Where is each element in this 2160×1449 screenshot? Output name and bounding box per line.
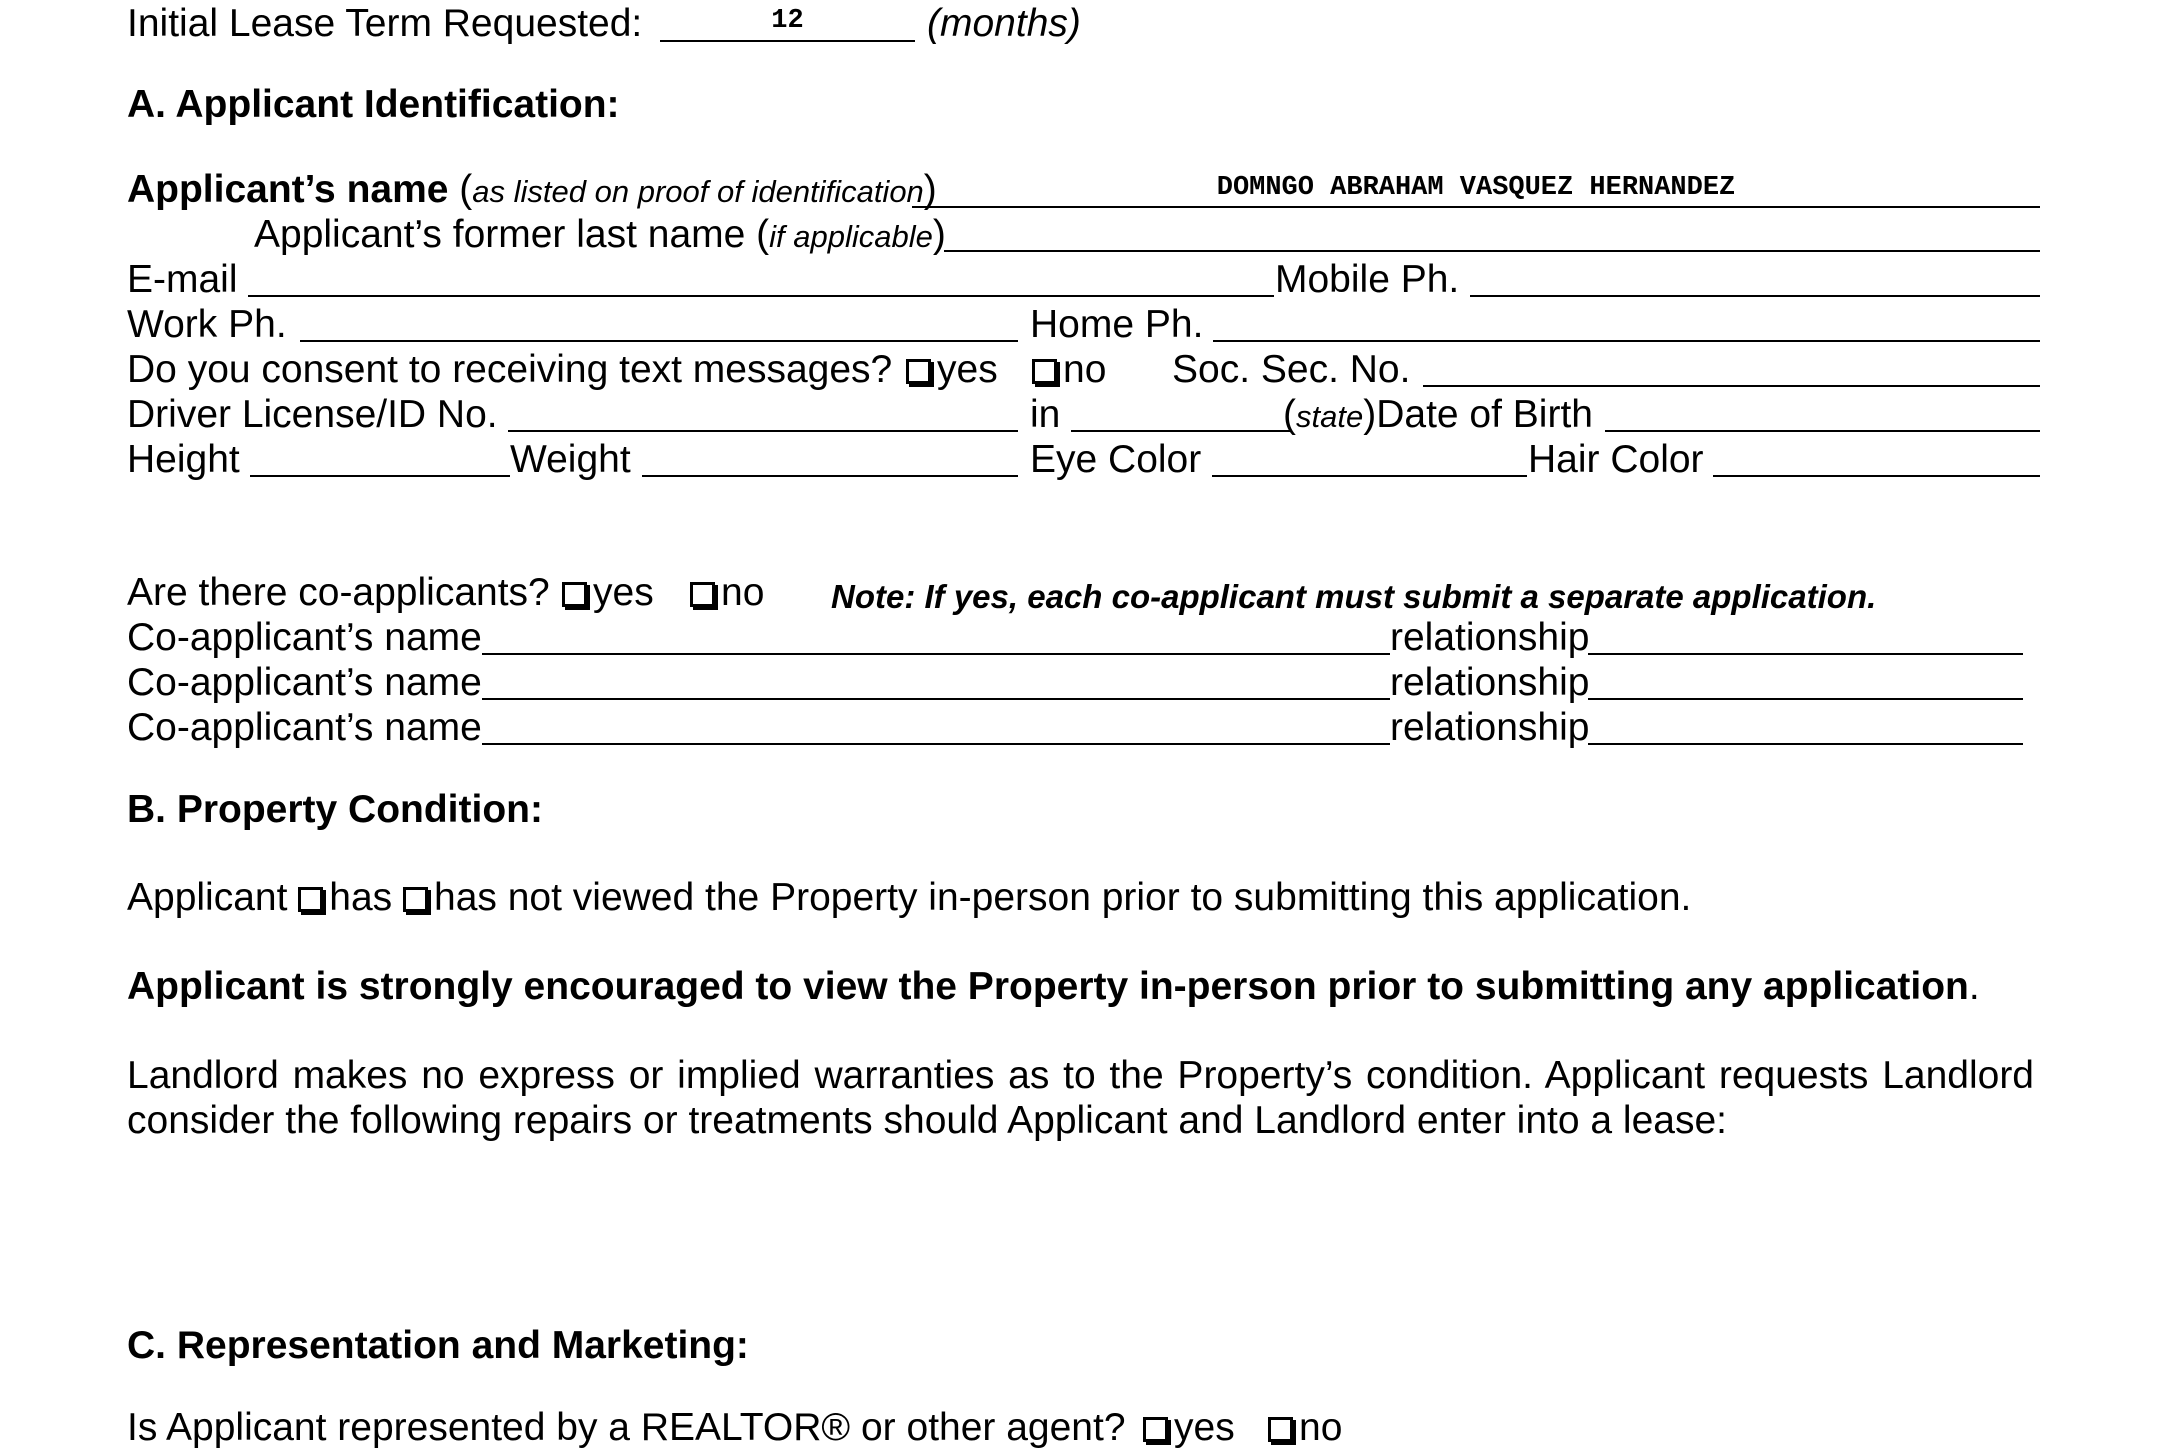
dob-line[interactable] — [1605, 430, 2040, 432]
checkbox-icon[interactable] — [403, 887, 428, 912]
lease-term-label: Initial Lease Term Requested: — [127, 2, 643, 45]
work-phone-label: Work Ph. — [127, 303, 287, 346]
coapplicant-name-label: Co-applicant’s name — [127, 661, 482, 704]
driver-license-line[interactable] — [508, 430, 1018, 432]
coapplicants-question: Are there co-applicants? — [127, 571, 550, 614]
coapplicant-name-label: Co-applicant’s name — [127, 706, 482, 749]
coapplicant-relationship-line[interactable] — [1588, 653, 2023, 655]
section-a-title: A. Applicant Identification: — [127, 83, 620, 126]
text-consent-no[interactable]: no — [1032, 350, 1106, 389]
driver-license-label: Driver License/ID No. — [127, 393, 498, 436]
license-in-label: in — [1030, 393, 1061, 436]
email-label: E-mail — [127, 258, 238, 301]
home-phone-line[interactable] — [1213, 340, 2040, 342]
checkbox-icon[interactable] — [1268, 1417, 1293, 1442]
represented-no[interactable]: no — [1268, 1408, 1342, 1447]
weight-label: Weight — [510, 438, 631, 481]
checkbox-icon[interactable] — [906, 359, 931, 384]
former-name-line[interactable] — [944, 250, 2040, 252]
property-viewed-line: Applicant has has not viewed the Property in-person prior to submitting this application. — [127, 876, 1692, 919]
encourage-statement: Applicant is strongly encouraged to view the Property in-person prior to submitting any application. — [127, 965, 1980, 1008]
state-hint: (state)Date of Birth — [1283, 393, 1593, 436]
coapplicant-relationship-line[interactable] — [1588, 698, 2023, 700]
height-label: Height — [127, 438, 240, 481]
coapplicants-yes[interactable]: yes — [562, 573, 654, 612]
lease-term-line[interactable] — [660, 40, 915, 42]
lease-term-value[interactable]: 12 — [771, 6, 804, 36]
applicant-name-value[interactable]: DOMNGO ABRAHAM VASQUEZ HERNANDEZ — [1216, 173, 1736, 203]
coapplicant-relationship-label: relationship — [1390, 706, 1590, 749]
weight-line[interactable] — [642, 475, 1018, 477]
height-line[interactable] — [250, 475, 510, 477]
coapplicant-name-line[interactable] — [482, 653, 1390, 655]
coapplicants-note: Note: If yes, each co-applicant must submit a separate application. — [831, 578, 1877, 615]
email-line[interactable] — [248, 295, 1274, 297]
coapplicant-name-label: Co-applicant’s name — [127, 616, 482, 659]
applicant-name-line[interactable] — [912, 206, 2040, 208]
former-name-label: Applicant’s former last name (if applicable) — [254, 213, 946, 256]
eye-color-label: Eye Color — [1030, 438, 1202, 481]
hair-color-line[interactable] — [1713, 475, 2040, 477]
hair-color-label: Hair Color — [1528, 438, 1704, 481]
text-consent-label: Do you consent to receiving text messages? — [127, 348, 893, 391]
coapplicants-no[interactable]: no — [690, 573, 764, 612]
checkbox-icon[interactable] — [298, 887, 323, 912]
lease-term-unit: (months) — [927, 2, 1081, 45]
mobile-line[interactable] — [1470, 295, 2040, 297]
represented-question: Is Applicant represented by a REALTOR® or other agent? — [127, 1406, 1126, 1449]
section-b-title: B. Property Condition: — [127, 788, 543, 831]
coapplicant-relationship-line[interactable] — [1588, 743, 2023, 745]
eye-color-line[interactable] — [1212, 475, 1527, 477]
license-state-line[interactable] — [1071, 430, 1291, 432]
work-phone-line[interactable] — [300, 340, 1018, 342]
text-consent-yes[interactable]: yes — [906, 350, 998, 389]
coapplicant-relationship-label: relationship — [1390, 661, 1590, 704]
home-phone-label: Home Ph. — [1030, 303, 1204, 346]
coapplicant-name-line[interactable] — [482, 743, 1390, 745]
checkbox-icon[interactable] — [562, 582, 587, 607]
warranty-paragraph: Landlord makes no express or implied warranties as to the Property’s condition. Applicant requests Landlord consider the following repairs or treatments should Applicant and Landlord enter into a lease: — [127, 1054, 2034, 1142]
represented-yes[interactable]: yes — [1143, 1408, 1235, 1447]
ssn-line[interactable] — [1423, 385, 2040, 387]
mobile-label: Mobile Ph. — [1275, 258, 1460, 301]
coapplicant-relationship-label: relationship — [1390, 616, 1590, 659]
checkbox-icon[interactable] — [690, 582, 715, 607]
coapplicant-name-line[interactable] — [482, 698, 1390, 700]
checkbox-icon[interactable] — [1143, 1417, 1168, 1442]
section-c-title: C. Representation and Marketing: — [127, 1324, 749, 1367]
applicant-name-label: Applicant’s name (as listed on proof of identification) — [127, 168, 937, 211]
ssn-label: Soc. Sec. No. — [1172, 348, 1411, 391]
checkbox-icon[interactable] — [1032, 359, 1057, 384]
